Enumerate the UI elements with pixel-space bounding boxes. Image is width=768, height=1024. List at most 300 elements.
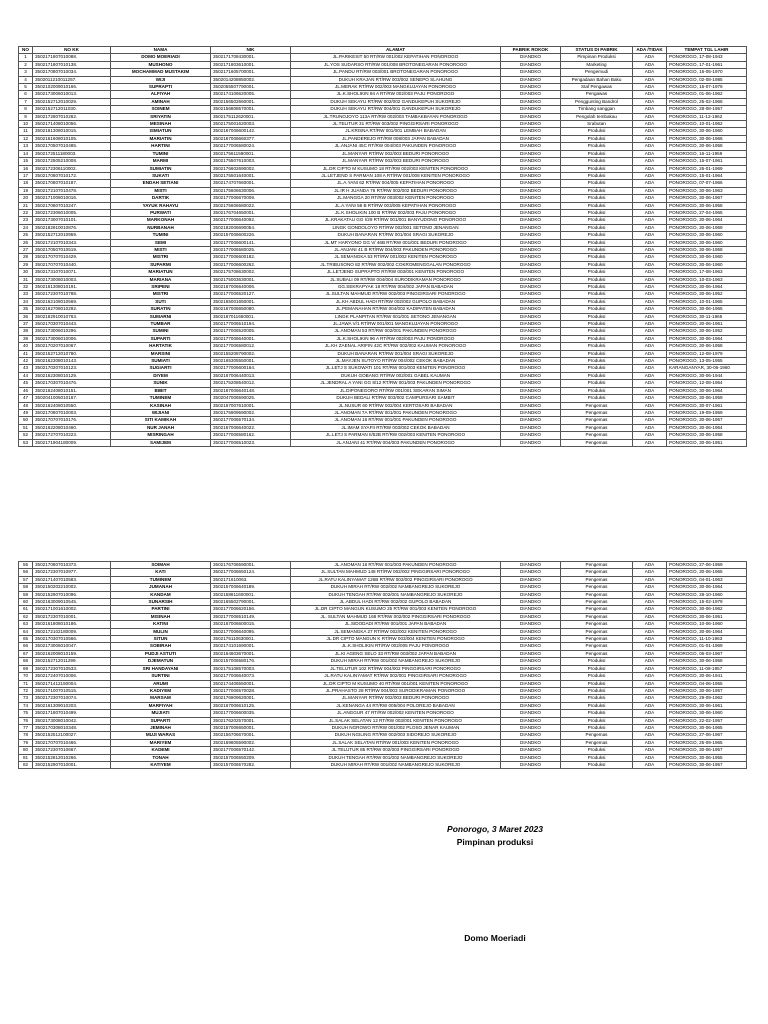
table-cell: JL.LETJEND S PARMAN 108 A RT/RW 001/008 KENITEN PONOROGO: [291, 172, 501, 179]
column-header: STATUS DI PABRIK: [561, 47, 633, 54]
table-cell: 3502162208010460.: [33, 424, 111, 431]
table-cell: 3502170807010172.: [33, 172, 111, 179]
table-cell: DUKUH NGILING RT/RW 002/003 SIDOREJO SUKOREJO: [291, 732, 501, 739]
table-cell: ADA: [633, 732, 667, 739]
table-cell: MUJI WARAS: [111, 732, 211, 739]
table-cell: JL.TELUTUR 85 RT/RW 002/003 PINGGIRSARI PONOROGO: [291, 747, 501, 754]
table-cell: SOINEM: [111, 106, 211, 113]
table-cell: ADA: [633, 61, 667, 68]
table-cell: 3502174101690001.: [211, 643, 291, 650]
table-cell: 79: [19, 739, 33, 746]
table-cell: JL.KENANGA 44 RT/RW 005/004 POLOREJO BABADAN: [291, 702, 501, 709]
table-cell: Produksi: [561, 232, 633, 239]
table-cell: 3502175003630001.: [211, 276, 291, 283]
table-cell: JL.ANGGUR 47 RT/RW 002/002 KENITEN PONOROGO: [291, 710, 501, 717]
table-cell: JL.SEMANGKA 53 RT/RW 001/002 KENITEN PONOROGO: [291, 254, 501, 261]
table-cell: ADA: [633, 687, 667, 694]
table-cell: PONOROGO, 30-06-1964: [667, 217, 747, 224]
table-cell: ADA: [633, 232, 667, 239]
table-cell: ADA: [633, 150, 667, 157]
table-row: [19, 380, 747, 387]
table-cell: JL.KRISNA RT/RW 001/001 LEMBAH BABADAN: [291, 128, 501, 135]
table-cell: 3: [19, 69, 33, 76]
table-cell: 59: [19, 591, 33, 598]
table-cell: 3502170807010373.: [33, 562, 111, 569]
table-cell: DIANDKO: [501, 365, 561, 372]
table-cell: ADA: [633, 636, 667, 643]
table-cell: DIANDKO: [501, 754, 561, 761]
table-cell: 3502157006550209.: [211, 754, 291, 761]
table-cell: 3502172307010074.: [33, 695, 111, 702]
table-cell: PONOROGO, 30-06-1965: [667, 724, 747, 731]
table-cell: 3502170707010466.: [33, 739, 111, 746]
column-header: PABRIK ROKOK: [501, 47, 561, 54]
table-cell: MISTRI: [111, 291, 211, 298]
table-cell: ADA: [633, 321, 667, 328]
table-cell: PONOROGO, 25-02-1966: [667, 98, 747, 105]
table-cell: 2: [19, 61, 33, 68]
table-cell: 17: [19, 172, 33, 179]
table-cell: ADA: [633, 165, 667, 172]
table-cell: 71: [19, 680, 33, 687]
table-cell: DIANDKO: [501, 172, 561, 179]
column-header: NO KK: [33, 47, 111, 54]
table-cell: 3502175708630002.: [211, 269, 291, 276]
table-cell: 62: [19, 613, 33, 620]
table-cell: 69: [19, 665, 33, 672]
table-row: [19, 658, 747, 665]
table-cell: Pengemas: [561, 599, 633, 606]
table-cell: 3502173006010296.: [33, 328, 111, 335]
table-cell: PONOROGO, 22-02-1957: [667, 717, 747, 724]
table-cell: 3502169805590002.: [211, 739, 291, 746]
table-cell: Pengemas: [561, 606, 633, 613]
table-cell: Pengemudi: [561, 69, 633, 76]
table-cell: JL.KRAKATAU GG I/29 RT/RW 001/001 BANYUDONO PONOROGO: [291, 217, 501, 224]
table-cell: DIANDKO: [501, 432, 561, 439]
table-cell: SEMI: [111, 239, 211, 246]
table-cell: 3502158811600001.: [211, 591, 291, 598]
table-cell: PONOROGO, 30-06-1960: [667, 710, 747, 717]
table-cell: DUKUH TENGAH RT/RW 002/001 NAMBANGREJO SUKOREJO: [291, 591, 501, 598]
table-cell: 18: [19, 180, 33, 187]
table-cell: 3502174106620005.: [211, 91, 291, 98]
table-cell: ADA: [633, 298, 667, 305]
table-cell: PONOROGO, 17-08-1963: [667, 269, 747, 276]
table-cell: MARIATUN: [111, 269, 211, 276]
table-cell: PONOROGO, 27-04-1965: [667, 209, 747, 216]
table-cell: 34: [19, 298, 33, 305]
table-cell: SUMIATIN: [111, 165, 211, 172]
table-cell: TUMINEM: [111, 576, 211, 583]
table-cell: 40: [19, 343, 33, 350]
table-cell: DIANDKO: [501, 650, 561, 657]
table-row: [19, 343, 747, 350]
table-cell: ADA: [633, 739, 667, 746]
table-cell: 11: [19, 128, 33, 135]
table-cell: 3502175909590002.: [211, 409, 291, 416]
table-cell: 1: [19, 54, 33, 61]
table-cell: DIANDKO: [501, 187, 561, 194]
table-cell: JL.DR CIPTO MANGUN K RT/RW 003/004 KENITEN PONOROGO: [291, 636, 501, 643]
table-cell: DIANDKO: [501, 395, 561, 402]
table-cell: PONOROGO, 11-10-1963: [667, 636, 747, 643]
table-cell: PONOROGO, 30-06-1958: [667, 432, 747, 439]
table-cell: ADA: [633, 69, 667, 76]
table-cell: ADA: [633, 599, 667, 606]
table-cell: Pengemas: [561, 417, 633, 424]
table-cell: PONOROGO, 30-06-1951: [667, 439, 747, 446]
table-cell: HARTINI: [111, 143, 211, 150]
table-row: [19, 439, 747, 446]
table-cell: PONOROGO, 12-08-1954: [667, 380, 747, 387]
table-cell: DIANDKO: [501, 710, 561, 717]
table-cell: Produksi: [561, 717, 633, 724]
table-cell: ARUMI: [111, 680, 211, 687]
table-cell: PONOROGO, 27-06-1967: [667, 732, 747, 739]
table-cell: 3502177006580025.: [211, 246, 291, 253]
table-cell: 45: [19, 380, 33, 387]
table-cell: 33: [19, 291, 33, 298]
table-cell: PONOROGO, 15-07-1979: [667, 84, 747, 91]
signature-place-date: Ponorogo, 3 Maret 2023: [447, 824, 543, 834]
table-cell: DIANDKO: [501, 724, 561, 731]
table-row: [19, 217, 747, 224]
table-cell: 3502167007610001.: [211, 402, 291, 409]
table-cell: LINGK PLANPITAN RT/RW 001/001 SETONO JENANGAN: [291, 313, 501, 320]
table-cell: DIANDKO: [501, 439, 561, 446]
table-cell: 21: [19, 202, 33, 209]
table-cell: 8: [19, 106, 33, 113]
table-cell: PONOROGO, 15-02-1979: [667, 599, 747, 606]
table-cell: 3502152812010266.: [33, 754, 111, 761]
table-cell: DIANDKO: [501, 113, 561, 120]
table-cell: 3502170807010034.: [33, 69, 111, 76]
table-cell: Produksi: [561, 335, 633, 342]
table-cell: 3502175112620001.: [211, 113, 291, 120]
table-row: [19, 172, 747, 179]
table-row: [19, 761, 747, 768]
table-cell: 5: [19, 84, 33, 91]
table-cell: 70: [19, 673, 33, 680]
table-cell: 53: [19, 439, 33, 446]
table-cell: Marketing: [561, 61, 633, 68]
table-cell: 3502171708430001.: [211, 54, 291, 61]
table-row: [19, 298, 747, 305]
table-cell: JL.MANYAR RT/RW 002/003 BEDURI PONOROGO: [291, 158, 501, 165]
table-cell: 3502175507610003.: [211, 158, 291, 165]
table-cell: PONOROGO, 02-08-1985: [667, 76, 747, 83]
table-cell: JL.LETJ S PARMAN II/52B RT/RW 002/003 KENITEN PONOROGO: [291, 432, 501, 439]
table-cell: DIANDKO: [501, 621, 561, 628]
table-cell: 68: [19, 658, 33, 665]
table-cell: 3502156808570001.: [211, 106, 291, 113]
table-cell: Penggunting Bandrol: [561, 98, 633, 105]
table-cell: ADA: [633, 372, 667, 379]
table-cell: NUR JANAH: [111, 424, 211, 431]
table-cell: DIYEM: [111, 372, 211, 379]
table-cell: 3502172511180003.: [33, 150, 111, 157]
table-cell: DUKUH BEDALI RT/RW 003/002 CAMPURSARI SAMBIT: [291, 395, 501, 402]
table-cell: ADA: [633, 680, 667, 687]
table-cell: Produksi: [561, 702, 633, 709]
table-cell: MUSHONO: [111, 61, 211, 68]
table-cell: 37: [19, 321, 33, 328]
table-cell: Produksi: [561, 380, 633, 387]
table-cell: Produksi: [561, 246, 633, 253]
table-cell: JL.K.SHOLIKIN RT/RW 002/005 PAJU PONOROGO: [291, 643, 501, 650]
table-cell: ADA: [633, 217, 667, 224]
table-row: [19, 717, 747, 724]
table-cell: Staf Pengawas: [561, 84, 633, 91]
table-cell: PONOROGO, 30-06-1966: [667, 135, 747, 142]
table-row: [19, 432, 747, 439]
table-row: [19, 562, 747, 569]
table-cell: DUKUH SEKAYU RT/RW 002/002 GANDUKEPUH SUKOREJO: [291, 98, 501, 105]
table-cell: 3502177006640001.: [211, 335, 291, 342]
table-cell: ADA: [633, 754, 667, 761]
table-cell: Produksi: [561, 754, 633, 761]
table-row: [19, 754, 747, 761]
table-cell: 3502170707010429.: [33, 254, 111, 261]
table-cell: ADA: [633, 128, 667, 135]
table-cell: SUPARMI: [111, 261, 211, 268]
table-row: [19, 417, 747, 424]
table-row: [19, 673, 747, 680]
table-row: [19, 387, 747, 394]
table-row: [19, 276, 747, 283]
table-cell: Produksi: [561, 298, 633, 305]
table-cell: Pengawas: [561, 91, 633, 98]
table-row: [19, 724, 747, 731]
table-cell: Produksi: [561, 143, 633, 150]
table-cell: 80: [19, 747, 33, 754]
table-cell: 3502170307010443.: [33, 321, 111, 328]
table-cell: Produksi: [561, 343, 633, 350]
table-cell: 3502172307010667.: [33, 747, 111, 754]
table-row: [19, 732, 747, 739]
table-cell: TUMINEM: [111, 395, 211, 402]
table-cell: 3502170307010566.: [33, 636, 111, 643]
table-cell: 3502177006600164.: [211, 365, 291, 372]
table-cell: 3502172306110002.: [33, 165, 111, 172]
table-cell: Produksi: [561, 710, 633, 717]
table-cell: PONOROGO, 30-06-1944: [667, 372, 747, 379]
table-cell: DOMO MOERIADI: [111, 54, 211, 61]
table-cell: DIANDKO: [501, 84, 561, 91]
table-cell: 6: [19, 91, 33, 98]
table-cell: DIANDKO: [501, 209, 561, 216]
table-cell: PONOROGO, 30-06-1960: [667, 239, 747, 246]
table-cell: SUKATI: [111, 172, 211, 179]
table-cell: MARIYEM: [111, 739, 211, 746]
table-cell: SURTINI: [111, 673, 211, 680]
table-cell: 3502172307010977.: [33, 569, 111, 576]
employee-table-part2: [18, 561, 747, 769]
table-row: [19, 747, 747, 754]
table-row: [19, 128, 747, 135]
table-cell: DIANDKO: [501, 584, 561, 591]
table-cell: ADA: [633, 276, 667, 283]
table-row: [19, 643, 747, 650]
table-cell: Timbang sanggan: [561, 106, 633, 113]
table-cell: DIANDKO: [501, 732, 561, 739]
table-cell: 3502177006600262.: [211, 261, 291, 268]
table-cell: MARFIYAH: [111, 702, 211, 709]
table-cell: JL.MANGGA 20 RT/RW 003/002 KENITEN PONOROGO: [291, 195, 501, 202]
table-row: [19, 372, 747, 379]
table-cell: PONOROGO, 13-05-1955: [667, 358, 747, 365]
table-cell: DIANDKO: [501, 409, 561, 416]
table-cell: 3502177006510194.: [211, 321, 291, 328]
table-cell: ADA: [633, 702, 667, 709]
table-cell: Produksi: [561, 724, 633, 731]
table-cell: SUNIK: [111, 380, 211, 387]
table-cell: 3502165305550001.: [211, 358, 291, 365]
table-cell: PUDJI ASTUTI: [111, 650, 211, 657]
table-cell: 3502170807010187.: [33, 180, 111, 187]
table-cell: PONOROGO, 17-08-1943: [667, 54, 747, 61]
table-cell: PONOROGO, 30-06-1960: [667, 128, 747, 135]
table-cell: 46: [19, 387, 33, 394]
table-cell: DIANDKO: [501, 158, 561, 165]
table-cell: Pengemas: [561, 439, 633, 446]
table-cell: Pengolah tembakau: [561, 113, 633, 120]
table-cell: JL.DR CIPTO M KUSUMO 40 RT/RW 001/001 KENITEN PONOROGO: [291, 680, 501, 687]
table-cell: ADA: [633, 91, 667, 98]
table-cell: Produksi: [561, 291, 633, 298]
table-cell: Produksi: [561, 387, 633, 394]
table-cell: JL.KH ABDUL HADI RT/RW 002/002 GUPOLO BABADAN: [291, 298, 501, 305]
table-cell: PONOROGO, 30-06-1960: [667, 254, 747, 261]
table-cell: DIANDKO: [501, 761, 561, 768]
table-cell: 16: [19, 165, 33, 172]
table-cell: 15: [19, 158, 33, 165]
table-row: [19, 395, 747, 402]
table-cell: DIANDKO: [501, 239, 561, 246]
table-cell: 3502182910010876.: [33, 224, 111, 231]
table-cell: Produksi: [561, 673, 633, 680]
table-cell: Pengemas: [561, 643, 633, 650]
table-cell: ADA: [633, 335, 667, 342]
table-cell: ADA: [633, 628, 667, 635]
table-cell: DUKUH NGROWO RT/RW 001/002 PLOSO JENAR KAUMAN: [291, 724, 501, 731]
table-cell: PONOROGO, 25-09-1965: [667, 739, 747, 746]
table-row: [19, 613, 747, 620]
table-cell: ADA: [633, 402, 667, 409]
table-cell: DIANDKO: [501, 717, 561, 724]
table-cell: MULIN: [111, 628, 211, 635]
table-cell: DIANDKO: [501, 702, 561, 709]
table-cell: ADA: [633, 417, 667, 424]
table-cell: SAMIJEM: [111, 439, 211, 446]
table-cell: Produksi: [561, 224, 633, 231]
table-cell: 55: [19, 562, 33, 569]
table-cell: 82: [19, 761, 33, 768]
table-cell: PONOROGO, 30-06-1964: [667, 387, 747, 394]
table-cell: 3502173006010047.: [33, 643, 111, 650]
table-cell: SUMIATI: [111, 358, 211, 365]
table-cell: DIANDKO: [501, 106, 561, 113]
table-cell: 3502162408010550.: [33, 402, 111, 409]
table-row: [19, 165, 747, 172]
table-cell: 3502156706670001.: [211, 732, 291, 739]
table-cell: PURWATI: [111, 209, 211, 216]
table-cell: DIANDKO: [501, 217, 561, 224]
table-cell: DIANDKO: [501, 291, 561, 298]
table-cell: PONOROGO, 30-06-1969: [667, 224, 747, 231]
table-cell: JL.A.YANI 62 RT/RW 004/005 KEPATIHAN PONOROGO: [291, 180, 501, 187]
table-cell: PONOROGO, 30-06-1958: [667, 143, 747, 150]
table-cell: 3502175606580022.: [211, 202, 291, 209]
table-cell: Produksi: [561, 128, 633, 135]
table-cell: DIANDKO: [501, 606, 561, 613]
table-cell: 3502167006640006.: [211, 284, 291, 291]
table-cell: DARTIK: [111, 195, 211, 202]
table-cell: 38: [19, 328, 33, 335]
table-cell: ADA: [633, 343, 667, 350]
table-cell: ADA: [633, 328, 667, 335]
table-cell: PONOROGO, 17-01-1961: [667, 61, 747, 68]
table-cell: JUMANAH: [111, 584, 211, 591]
table-cell: PONOROGO, 30-06-1959: [667, 395, 747, 402]
table-cell: 3502170707010440.: [33, 261, 111, 268]
table-cell: Pengemas: [561, 409, 633, 416]
table-row: [19, 321, 747, 328]
table-cell: 3502102009010166.: [33, 84, 111, 91]
table-cell: DIANDKO: [501, 636, 561, 643]
table-cell: JL.TRUNOJOYO 113A RT/RW 002/003 TAMBAKBAYAN PONOROGO: [291, 113, 501, 120]
table-row: [19, 121, 747, 128]
table-cell: Produksi: [561, 365, 633, 372]
table-cell: MESINAH: [111, 121, 211, 128]
table-cell: MARIATIN: [111, 135, 211, 142]
table-cell: JL.SIDODADI RT/RW 001/001 JAPAN BABADAN: [291, 621, 501, 628]
table-cell: JL.IMAM SYAFII RT/RW 003/002 CEKOK BABADAN: [291, 424, 501, 431]
table-cell: 3502177006620156.: [211, 606, 291, 613]
table-cell: 3502177006600035.: [211, 710, 291, 717]
table-cell: 3502152712010780.: [33, 350, 111, 357]
table-cell: DIANDKO: [501, 747, 561, 754]
table-cell: DIANDKO: [501, 665, 561, 672]
table-cell: 3502177006670009.: [211, 195, 291, 202]
table-cell: DIANDKO: [501, 306, 561, 313]
table-cell: PONOROGO, 15-01-1964: [667, 172, 747, 179]
table-cell: SUGIARTI: [111, 365, 211, 372]
table-cell: DUKUH SEKAYU RT/RW 004/001 GANDUKEPUH SUKOREJO: [291, 106, 501, 113]
table-cell: 3502173006010013.: [33, 91, 111, 98]
table-cell: JL.SALAK SELATAN 12 RT/RW 003/001 KENITEN PONOROGO: [291, 717, 501, 724]
table-cell: KASINAH: [111, 402, 211, 409]
table-row: [19, 54, 747, 61]
table-cell: JL.DR CIPTO MANGUN KUSUMO 25 RT/RW 001/003 KENITEN PONOROGO: [291, 606, 501, 613]
table-cell: ADA: [633, 695, 667, 702]
table-cell: 76: [19, 717, 33, 724]
table-row: [19, 628, 747, 635]
table-cell: 3502171807010499.: [33, 710, 111, 717]
table-cell: Produksi: [561, 202, 633, 209]
table-cell: ADA: [633, 761, 667, 768]
table-cell: Produksi: [561, 172, 633, 179]
employee-table-part1: [18, 46, 747, 447]
table-cell: Produksi: [561, 321, 633, 328]
table-cell: Pengemas: [561, 628, 633, 635]
table-cell: SUMINI: [111, 328, 211, 335]
table-cell: DUKUH TENGAH RT/RW 001/002 NAMBANGREJO SUKOREJO: [291, 754, 501, 761]
table-cell: Produksi: [561, 239, 633, 246]
table-cell: PONOROGO, 04-06-1955: [667, 680, 747, 687]
table-cell: ADA: [633, 246, 667, 253]
